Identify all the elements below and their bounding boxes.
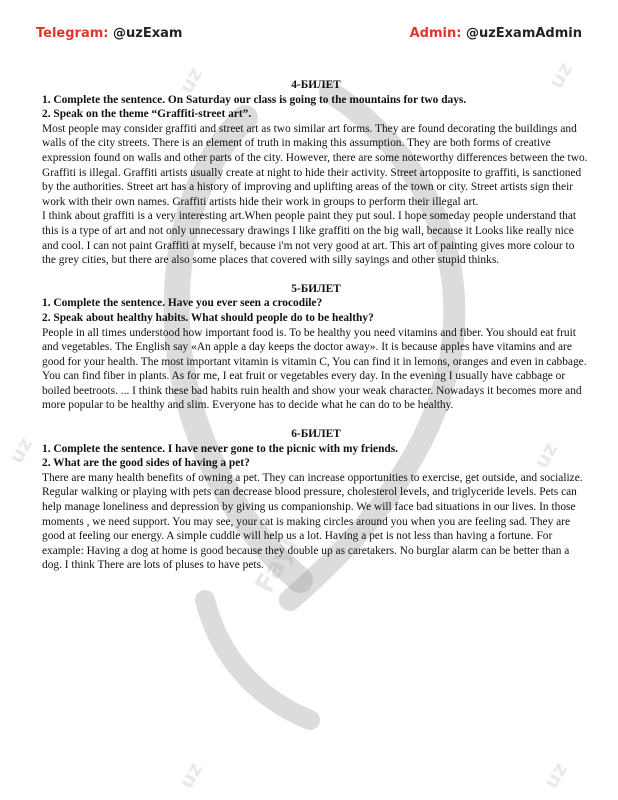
question-2: 2. What are the good sides of having a pet?: [42, 457, 250, 470]
question-2: 2. Speak about healthy habits. What should people do to be healthy?: [42, 311, 374, 324]
question-1: 1. Complete the sentence. On Saturday our class is going to the mountains for two days.: [42, 93, 467, 106]
question-1: 1. Complete the sentence. I have never gone to the picnic with my friends.: [42, 442, 399, 455]
answer-paragraph: Most people may consider graffiti and street art as two similar art forms. They are found decorating the buildings and walls of the city streets. There is an element of truth in making this assumption. They are both forms of creative expression found on walls and other parts of the city. However, there are some noteworthy differences between the two. Graffiti is illegal. Graffiti artists usually create at night to hide their activity. Street artopposite to graffiti, is sanctioned by the authorities. Street art has a history of improving and uplifting areas of the town or city. Street artists sign their work with their own names. Graffiti artists hide their work in groups to perform their illegal art.: [42, 122, 588, 208]
svg-text:uz: uz: [543, 58, 578, 93]
admin-handle: @uzExamAdmin: [465, 26, 582, 41]
ticket-title: 5-БИЛЕТ: [291, 282, 341, 295]
answer-paragraph: I think about graffiti is a very interesting art.When people paint they put soul. I hope someday people understand that this is a type of art and not only unnecessary drawings I like graffiti on the big wall, because it Looks like really nice and cool. I can not paint Graffiti at myself, because i'm not very good at art. This art of painting gives more colour to the grey cities, but there are also some places that covered with silly sayings and other stupid thinks.: [42, 210, 577, 267]
svg-text:uz: uz: [173, 63, 208, 98]
svg-text:uz: uz: [173, 758, 208, 793]
svg-text:Fayl: Fayl: [249, 532, 304, 599]
question-2: 2. Speak on the theme “Graffiti-street art”.: [42, 108, 252, 121]
answer-paragraph: People in all times understood how important food is. To be healthy you need vitamins and fiber. You should eat fruit and vegetables. The English say «An apple a day keeps the doctor away». It is because apples have vitamins and are good for your health. The most important vitamin is vitamin C, You can find it in lemons, oranges and even in cabbage. You can find fiber in plants. As for me, I eat fruit or vegetables every day. In the evening I usually have cabbage or boiled beetroots. ... I think these bad habits ruin health and show your weak character. Nowadays it becomes more and more popular to be healthy and slim. Everyone has to decide what he can do to be healthy.: [42, 326, 587, 412]
telegram-handle: @uzExam: [113, 26, 183, 41]
ticket-5: [42, 282, 590, 413]
telegram-label: Telegram:: [36, 26, 109, 41]
telegram-contact: [36, 26, 182, 41]
admin-label: Admin:: [409, 26, 462, 41]
ticket-6: [42, 427, 590, 573]
ticket-title: 6-БИЛЕТ: [291, 428, 341, 441]
svg-text:uz: uz: [538, 758, 573, 793]
svg-text:uz: uz: [528, 438, 563, 473]
ticket-4: [42, 78, 590, 268]
ticket-title: 4-БИЛЕТ: [291, 79, 341, 91]
document-body: [42, 78, 590, 587]
answer-paragraph: There are many health benefits of owning a pet. They can increase opportunities to exercise, get outside, and socialize. Regular walking or playing with pets can decrease blood pressure, cholesterol levels, and triglyceride levels. Pets can help manage loneliness and depression by giving us companionship. We will face bad situations in our lives. In those moments , we need support. You may see, your cat is making circles around you when you are feeling sad. They are good at feeling our energy. A simple cuddle will help us a lot. Having a pet is not less than having a fortune. For example: Having a dog at home is good because they double up as caretakers. No burglar alarm can be better than a dog. I think There are lots of pluses to have pets.: [42, 471, 583, 572]
page-header: [36, 26, 582, 48]
admin-contact: [410, 26, 582, 41]
svg-text:uz: uz: [3, 433, 38, 468]
question-1: 1. Complete the sentence. Have you ever seen a crocodile?: [42, 297, 323, 310]
